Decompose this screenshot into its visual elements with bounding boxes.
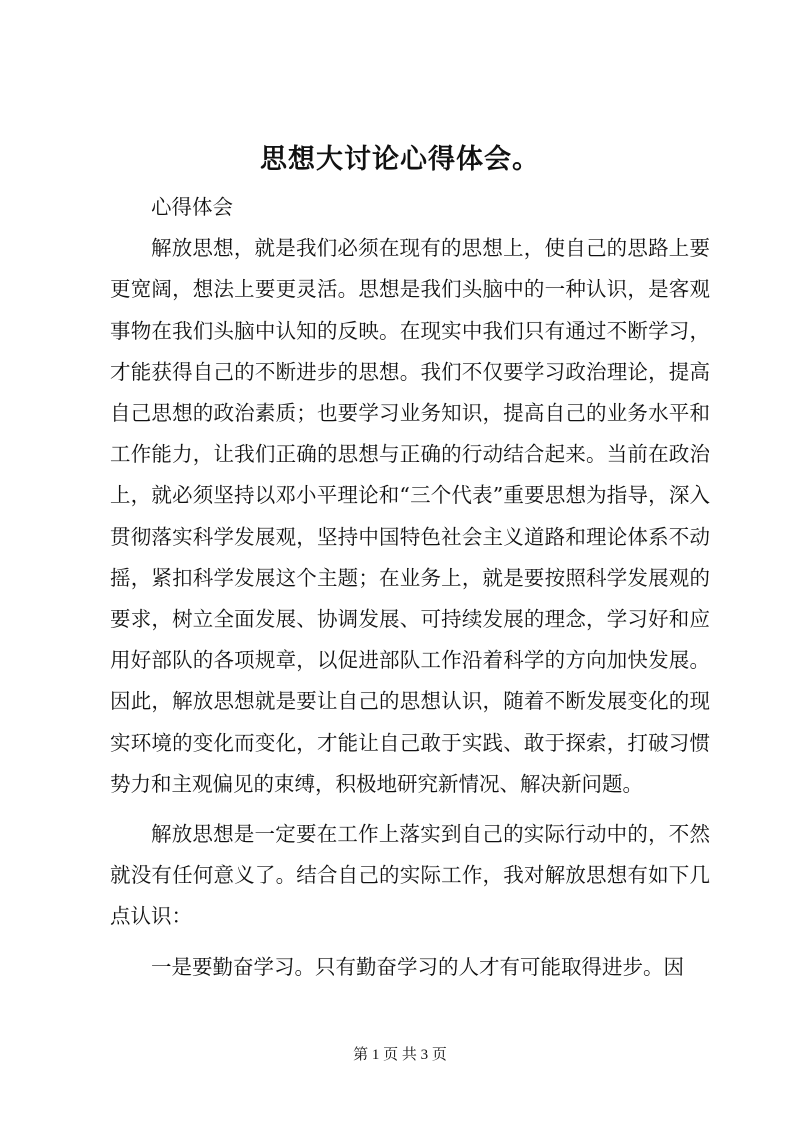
document-body [110, 187, 710, 988]
document-title: 思想大讨论心得体会。 [260, 144, 540, 175]
page-number-label: 第 1 页 共 3 页 [353, 1047, 447, 1063]
body-paragraph-3: 一是要勤奋学习。只有勤奋学习的人才有可能取得进步。因 [151, 954, 684, 979]
body-paragraph-1: 解放思想，就是我们必须在现有的思想上，使自己的思路上要更宽阔，想法上要更灵活。思想是我们头脑中的一种认识，是客观事物在我们头脑中认知的反映。在现实中我们只有通过不断学习，才能获得自己的不断进步的思想。我们不仅要学习政治理论，提高自己思想的政治素质；也要学习业务知识，提高自己的业务水平和工作能力，让我们正确的思想与正确的行动结合起来。当前在政治上，就必须坚持以邓小平理论和“三个代表”重要思想为指导，深入贯彻落实科学发展观，坚持中国特色社会主义道路和理论体系不动摇，紧扣科学发展这个主题；在业务上，就是要按照科学发展观的要求，树立全面发展、协调发展、可持续发展的理念，学习好和应用好部队的各项规章，以促进部队工作沿着科学的方向加快发展。因此，解放思想就是要让自己的思想认识，随着不断发展变化的现实环境的变化而变化，才能让自己敢于实践、敢于探索，打破习惯势力和主观偏见的束缚，积极地研究新情况、解决新问题。 [110, 236, 710, 796]
body-paragraph-2: 解放思想是一定要在工作上落实到自己的实际行动中的，不然就没有任何意义了。结合自己的实际工作，我对解放思想有如下几点认识： [110, 822, 710, 929]
page-footer [0, 1044, 800, 1066]
subtitle-paragraph: 心得体会 [151, 195, 233, 219]
